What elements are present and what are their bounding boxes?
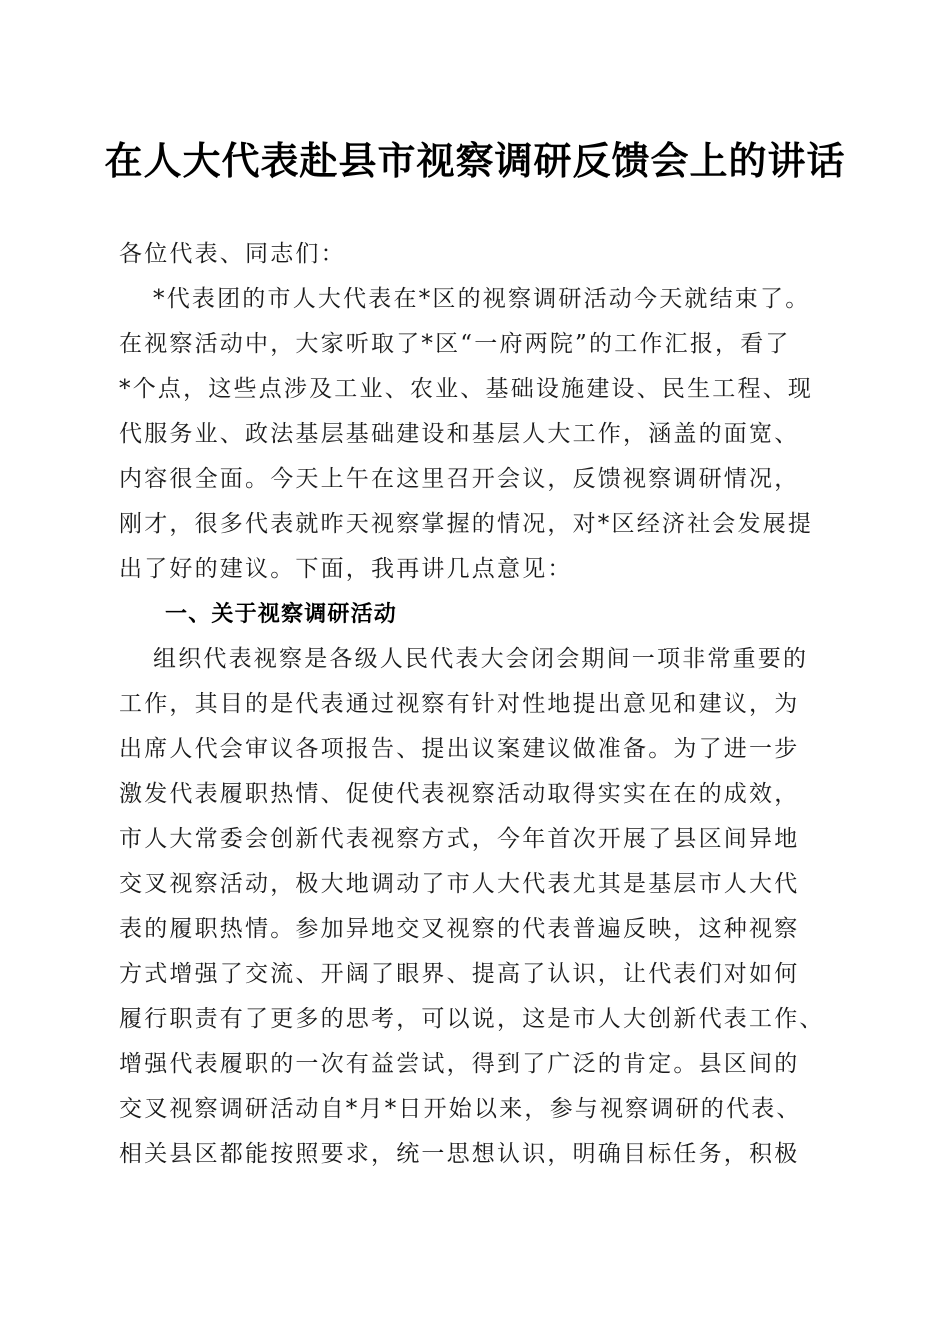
intro-line: 出了好的建议。下面，我再讲几点意见： xyxy=(119,556,573,582)
section-line: 激发代表履职热情、促使代表视察活动取得实实在在的成效， xyxy=(119,781,800,807)
section-line: 出席人代会审议各项报告、提出议案建议做准备。为了进一步 xyxy=(119,736,800,762)
document-title: 在人大代表赴县市视察调研反馈会上的讲话 xyxy=(104,138,846,183)
section-line: 交叉视察活动，极大地调动了市人大代表尤其是基层市人大代 xyxy=(119,871,800,897)
salutation: 各位代表、同志们： xyxy=(119,241,346,267)
intro-line: 内容很全面。今天上午在这里召开会议，反馈视察调研情况， xyxy=(119,466,800,492)
section-line: 履行职责有了更多的思考，可以说，这是市人大创新代表工作、 xyxy=(119,1006,825,1032)
intro-line: *代表团的市人大代表在*区的视察调研活动今天就结束了。 xyxy=(153,286,811,312)
section-line: 相关县区都能按照要求，统一思想认识，明确目标任务，积极 xyxy=(119,1141,800,1167)
intro-line: 代服务业、政法基层基础建设和基层人大工作，涵盖的面宽、 xyxy=(119,421,800,447)
intro-line: *个点，这些点涉及工业、农业、基础设施建设、民生工程、现 xyxy=(119,376,814,402)
section-line: 工作，其目的是代表通过视察有针对性地提出意见和建议，为 xyxy=(119,691,800,717)
intro-line: 在视察活动中，大家听取了*区“一府两院”的工作汇报，看了 xyxy=(119,331,791,357)
section-line: 市人大常委会创新代表视察方式，今年首次开展了县区间异地 xyxy=(119,826,800,852)
section-line: 交叉视察调研活动自*月*日开始以来，参与视察调研的代表、 xyxy=(119,1096,802,1122)
section-line: 增强代表履职的一次有益尝试，得到了广泛的肯定。县区间的 xyxy=(119,1051,800,1077)
section-line: 方式增强了交流、开阔了眼界、提高了认识，让代表们对如何 xyxy=(119,961,800,987)
document-body xyxy=(119,232,831,1177)
section-line: 组织代表视察是各级人民代表大会闭会期间一项非常重要的 xyxy=(153,646,809,672)
section-heading: 一、关于视察调研活动 xyxy=(165,602,398,627)
section-line: 表的履职热情。参加异地交叉视察的代表普遍反映，这种视察 xyxy=(119,916,800,942)
intro-line: 刚才，很多代表就昨天视察掌握的情况，对*区经济社会发展提 xyxy=(119,511,814,537)
